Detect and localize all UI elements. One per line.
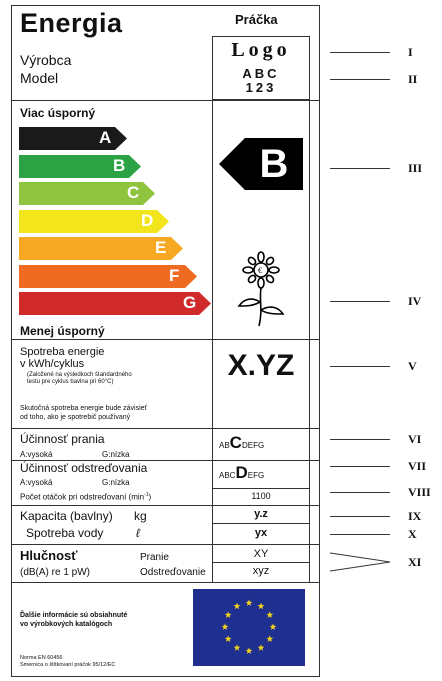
footer-info xyxy=(20,611,127,629)
marker-ix: IX xyxy=(408,509,422,523)
model-label: Model xyxy=(20,70,59,86)
spin-high: A:vysoká xyxy=(20,478,53,487)
marker-i: I xyxy=(408,45,413,59)
water-value: yx xyxy=(254,527,268,539)
marker-iii: III xyxy=(408,161,423,175)
marker-leader-x xyxy=(330,534,390,535)
eco-flower-icon xyxy=(233,250,289,330)
wash-high: A:vysoká xyxy=(20,450,53,459)
svg-text:€: € xyxy=(258,266,262,275)
spin-low: G:nízka xyxy=(102,478,130,487)
marker-leader-xi xyxy=(330,552,392,572)
energy-note-line2: testu pre cyklus bavlna pri 60°C) xyxy=(27,379,114,385)
spin-scale-after: EFG xyxy=(247,471,265,480)
energy-title-line1: Spotreba energie xyxy=(20,346,105,358)
spin-speed-label xyxy=(20,492,151,502)
marker-leader-viii xyxy=(330,492,390,493)
energy-note-line1: (Založené na výsledkoch štandardného xyxy=(27,372,132,378)
class-indicator-box xyxy=(212,100,310,339)
spin-speed-close: ) xyxy=(148,492,152,502)
spin-scale-before: ABC xyxy=(219,471,236,480)
spin-speed-box xyxy=(212,488,310,506)
water-unit: ℓ xyxy=(136,526,140,540)
energy-class-letter-a: A xyxy=(99,128,112,147)
energy-class-letter-g: G xyxy=(183,293,197,312)
scale-top-label: Viac úsporný xyxy=(20,106,96,120)
manufacturer-logo: Logo xyxy=(231,39,291,61)
wash-low: G:nízka xyxy=(102,450,130,459)
water-label: Spotreba vody xyxy=(26,526,104,540)
divider xyxy=(12,582,319,583)
spin-speed-value: 1100 xyxy=(251,491,271,501)
wash-scale-current: C xyxy=(229,433,242,452)
noise-unit: (dB(A) re 1 pW) xyxy=(20,567,91,578)
wash-scale xyxy=(219,434,264,455)
footer-norm-line2: Smernica o štítkovaní práčok 95/12/EC xyxy=(20,662,116,668)
marker-leader-i xyxy=(330,52,390,53)
appliance-type: Práčka xyxy=(235,12,278,27)
noise-title: Hlučnosť xyxy=(20,548,78,563)
energy-remark xyxy=(20,404,147,422)
capacity-label: Kapacita (bavlny) xyxy=(20,509,113,523)
marker-v: V xyxy=(408,359,417,373)
energy-note xyxy=(27,372,132,386)
noise-value-box xyxy=(212,544,310,583)
energy-title-line2: v kWh/cyklus xyxy=(20,358,85,370)
energy-class-letter-b: B xyxy=(113,155,126,175)
marker-ii: II xyxy=(408,72,418,86)
footer-norm xyxy=(20,655,115,669)
energy-class-letter-e: E xyxy=(155,238,167,257)
energy-value-box xyxy=(212,339,310,429)
wash-scale-box xyxy=(212,428,310,461)
energy-value: X.YZ xyxy=(227,349,295,382)
spin-title: Účinnosť odstreďovania xyxy=(20,461,148,475)
marker-vi: VI xyxy=(408,432,422,446)
marker-x: X xyxy=(408,527,417,541)
model-line-2: 123 xyxy=(245,80,277,95)
marker-xi: XI xyxy=(408,555,422,569)
marker-vii: VII xyxy=(408,459,427,473)
marker-leader-v xyxy=(330,366,390,367)
energy-remark-line1: Skutočná spotreba energie bude závisieť xyxy=(20,405,148,412)
spin-scale xyxy=(219,464,264,485)
capacity-value: y.z xyxy=(254,508,268,520)
spin-speed-sup: -1 xyxy=(144,492,149,498)
label-title: Energia xyxy=(20,8,123,38)
marker-leader-iv xyxy=(330,301,390,302)
wash-scale-before: AB xyxy=(219,441,230,450)
eu-flag-icon xyxy=(193,589,305,666)
marker-leader-vi xyxy=(330,439,390,440)
spin-scale-current: D xyxy=(235,463,248,482)
capacity-unit: kg xyxy=(134,509,147,523)
divider xyxy=(213,562,309,563)
footer-info-line1: Ďalšie informácie sú obsiahnuté xyxy=(20,612,128,619)
marker-iv: IV xyxy=(408,294,422,308)
marker-leader-ii xyxy=(330,79,390,80)
capacity-water-box xyxy=(212,505,310,545)
marker-viii: VIII xyxy=(408,485,431,499)
spin-scale-box xyxy=(212,460,310,489)
marker-leader-vii xyxy=(330,466,390,467)
scale-bottom-label: Menej úsporný xyxy=(20,324,105,338)
marker-leader-ix xyxy=(330,516,390,517)
marker-leader-iii xyxy=(330,168,390,169)
energy-remark-line2: od toho, ako je spotrebič používaný xyxy=(20,414,131,421)
noise-wash-label: Pranie xyxy=(140,552,169,563)
noise-wash-value: XY xyxy=(253,548,269,560)
footer-norm-line1: Norma EN 60456 xyxy=(20,655,63,661)
model-line-1: ABC xyxy=(242,66,280,81)
supplier-label: Výrobca xyxy=(20,52,72,68)
current-class-letter: B xyxy=(259,142,289,186)
divider xyxy=(213,523,309,524)
footer-info-line2: vo výrobkových katalógoch xyxy=(20,621,113,628)
energy-label xyxy=(11,5,320,677)
energy-class-letter-c: C xyxy=(127,183,140,202)
energy-title xyxy=(20,346,104,370)
energy-class-letter-d: D xyxy=(141,210,154,230)
noise-spin-value: xyz xyxy=(252,565,270,577)
wash-title: Účinnosť prania xyxy=(20,432,105,446)
spin-speed-label-text: Počet otáčok pri odstreďovaní (min xyxy=(20,492,145,502)
energy-class-bar-a xyxy=(19,127,129,150)
noise-spin-label: Odstreďovanie xyxy=(140,567,206,578)
wash-scale-after: DEFG xyxy=(241,441,265,450)
energy-class-letter-f: F xyxy=(169,265,180,285)
manufacturer-box xyxy=(212,36,310,100)
